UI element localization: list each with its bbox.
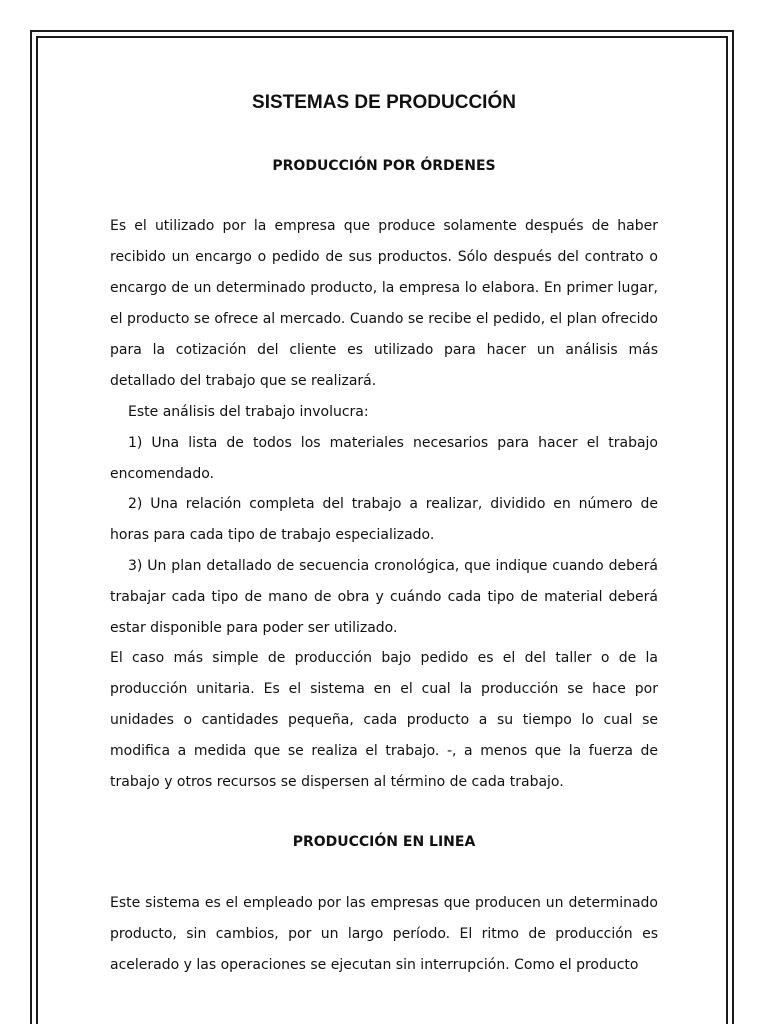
paragraph-simple-case: El caso más simple de producción bajo pedido es el del taller o de la producción unitaria. Es el sistema en el cual la producción se hace por unidades o cantidades pequeña, cada producto a su tiempo lo cual se modifica a medida que se realiza el trabajo. -, a menos que la fuerza de trabajo y otros recursos se dispersen al término de cada trabajo. bbox=[110, 650, 658, 790]
list-item-3: 3) Un plan detallado de secuencia cronológica, que indique cuando deberá trabajar cada tipo de mano de obra y cuándo cada tipo de material deberá estar disponible para poder ser utilizado. bbox=[110, 558, 658, 636]
section-heading-linea: PRODUCCIÓN EN LINEA bbox=[292, 834, 476, 850]
section-heading-ordenes: PRODUCCIÓN POR ÓRDENES bbox=[272, 158, 496, 174]
list-item-2: 2) Una relación completa del trabajo a realizar, dividido en número de horas para cada tipo de trabajo especializado. bbox=[110, 496, 658, 543]
paragraph-linea: Este sistema es el empleado por las empresas que producen un determinado producto, sin cambios, por un largo período. El ritmo de producción es acelerado y las operaciones se ejecutan sin interrupción. Como el producto bbox=[110, 895, 658, 973]
list-item-1: 1) Una lista de todos los materiales necesarios para hacer el trabajo encomendado. bbox=[110, 435, 658, 482]
paragraph-definition: Es el utilizado por la empresa que produce solamente después de haber recibido un encargo o pedido de sus productos. Sólo después del contrato o encargo de un determinado producto, la empresa lo elabora. En primer lugar, el producto se ofrece al mercado. Cuando se recibe el pedido, el plan ofrecido para la cotización del cliente es utilizado para hacer un análisis más detallado del trabajo que se realizará. bbox=[110, 218, 658, 389]
paragraph-analysis-intro: Este análisis del trabajo involucra: bbox=[128, 404, 369, 420]
document-page bbox=[110, 0, 658, 1024]
document-title: SISTEMAS DE PRODUCCIÓN bbox=[252, 92, 516, 113]
